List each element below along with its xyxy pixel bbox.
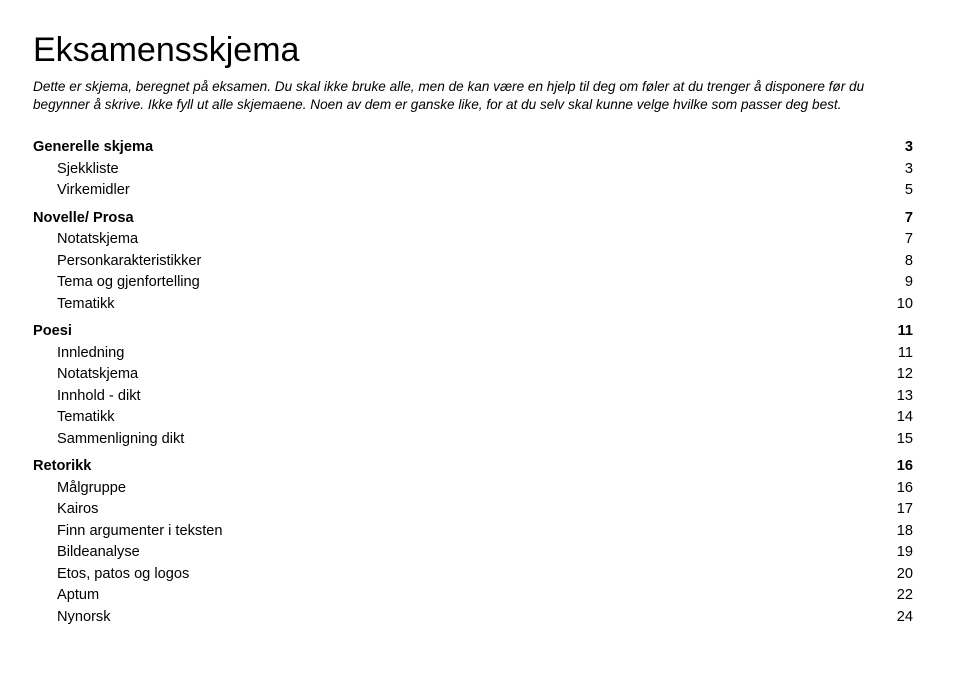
toc-entry-label: Kairos <box>57 501 99 517</box>
toc-heading-label: Poesi <box>33 323 72 339</box>
toc-heading-page: 3 <box>904 139 913 155</box>
toc-heading-row[interactable] <box>33 456 913 478</box>
toc-entry-label: Notatskjema <box>57 231 139 247</box>
toc-entry-page: 3 <box>904 160 913 177</box>
toc-entry-row[interactable] <box>33 478 913 500</box>
toc-entry-row[interactable] <box>33 159 913 181</box>
toc-heading-label: Generelle skjema <box>33 139 154 155</box>
toc-entry-row[interactable] <box>33 386 913 408</box>
toc-entry-page: 14 <box>896 409 913 425</box>
toc-entry-page: 5 <box>904 182 913 198</box>
toc-entry-page: 16 <box>896 479 913 496</box>
toc-entry-label: Tematikk <box>57 295 115 312</box>
toc-entry-label: Sjekkliste <box>57 160 119 177</box>
toc-entry-page: 18 <box>896 522 913 539</box>
toc-entry-label: Innledning <box>57 344 125 361</box>
toc-entry-row[interactable] <box>33 272 913 294</box>
table-of-contents <box>33 137 913 628</box>
toc-section <box>33 208 913 316</box>
toc-entry-page: 22 <box>896 587 913 603</box>
toc-entry-row[interactable] <box>33 180 913 202</box>
toc-entry-page: 13 <box>896 387 913 404</box>
toc-entry-row[interactable] <box>33 607 913 629</box>
toc-entry-row[interactable] <box>33 585 913 607</box>
toc-heading-page: 7 <box>904 209 913 226</box>
toc-entry-label: Innhold - dikt <box>57 387 141 404</box>
toc-entry-page: 9 <box>904 274 913 290</box>
toc-entry-row[interactable] <box>33 429 913 451</box>
toc-entry-row[interactable] <box>33 499 913 521</box>
toc-entry-row[interactable] <box>33 343 913 365</box>
toc-entry-label: Etos, patos og logos <box>57 565 190 582</box>
toc-entry-row[interactable] <box>33 229 913 251</box>
toc-entry-label: Nynorsk <box>57 608 111 625</box>
toc-entry-row[interactable] <box>33 407 913 429</box>
toc-entry-page: 17 <box>896 501 913 517</box>
document-page <box>33 30 913 634</box>
toc-entry-label: Sammenligning dikt <box>57 430 185 447</box>
toc-heading-row[interactable] <box>33 137 913 159</box>
toc-heading-label: Retorikk <box>33 458 92 474</box>
toc-entry-label: Tema og gjenfortelling <box>57 274 200 290</box>
toc-entry-label: Finn argumenter i teksten <box>57 522 223 539</box>
toc-section <box>33 137 913 202</box>
toc-heading-row[interactable] <box>33 321 913 343</box>
toc-entry-row[interactable] <box>33 294 913 316</box>
toc-entry-row[interactable] <box>33 542 913 564</box>
intro-paragraph: Dette er skjema, beregnet på eksamen. Du skal ikke bruke alle, men de kan være en hjelp til deg om føler at du trenger å disponere før du begynner å skrive. Ikke fyll ut alle skjemaene. Noen av dem er ganske like, for at du selv skal kunne velge hvilke som passer deg best. <box>33 79 865 112</box>
toc-entry-row[interactable] <box>33 564 913 586</box>
toc-entry-page: 10 <box>896 295 913 312</box>
toc-entry-page: 19 <box>896 544 913 560</box>
toc-entry-page: 11 <box>897 344 913 361</box>
toc-entry-page: 15 <box>896 430 913 447</box>
toc-heading-page: 16 <box>896 458 913 474</box>
toc-entry-label: Aptum <box>57 587 100 603</box>
toc-entry-page: 20 <box>896 565 913 582</box>
toc-heading-row[interactable] <box>33 208 913 230</box>
toc-entry-row[interactable] <box>33 364 913 386</box>
toc-entry-label: Virkemidler <box>57 182 130 198</box>
toc-entry-row[interactable] <box>33 521 913 543</box>
toc-section <box>33 456 913 628</box>
toc-entry-page: 12 <box>896 366 913 382</box>
toc-entry-row[interactable] <box>33 251 913 273</box>
toc-entry-label: Notatskjema <box>57 366 139 382</box>
toc-entry-page: 8 <box>904 252 913 269</box>
toc-heading-label: Novelle/ Prosa <box>33 209 134 226</box>
toc-entry-label: Tematikk <box>57 409 115 425</box>
document-title: Eksamensskjema <box>33 31 300 69</box>
toc-section <box>33 321 913 450</box>
toc-entry-label: Bildeanalyse <box>57 544 140 560</box>
toc-entry-page: 24 <box>896 608 913 625</box>
toc-heading-page: 11 <box>897 323 913 339</box>
toc-entry-label: Målgruppe <box>57 479 126 496</box>
toc-entry-page: 7 <box>904 231 913 247</box>
toc-entry-label: Personkarakteristikker <box>57 252 202 269</box>
